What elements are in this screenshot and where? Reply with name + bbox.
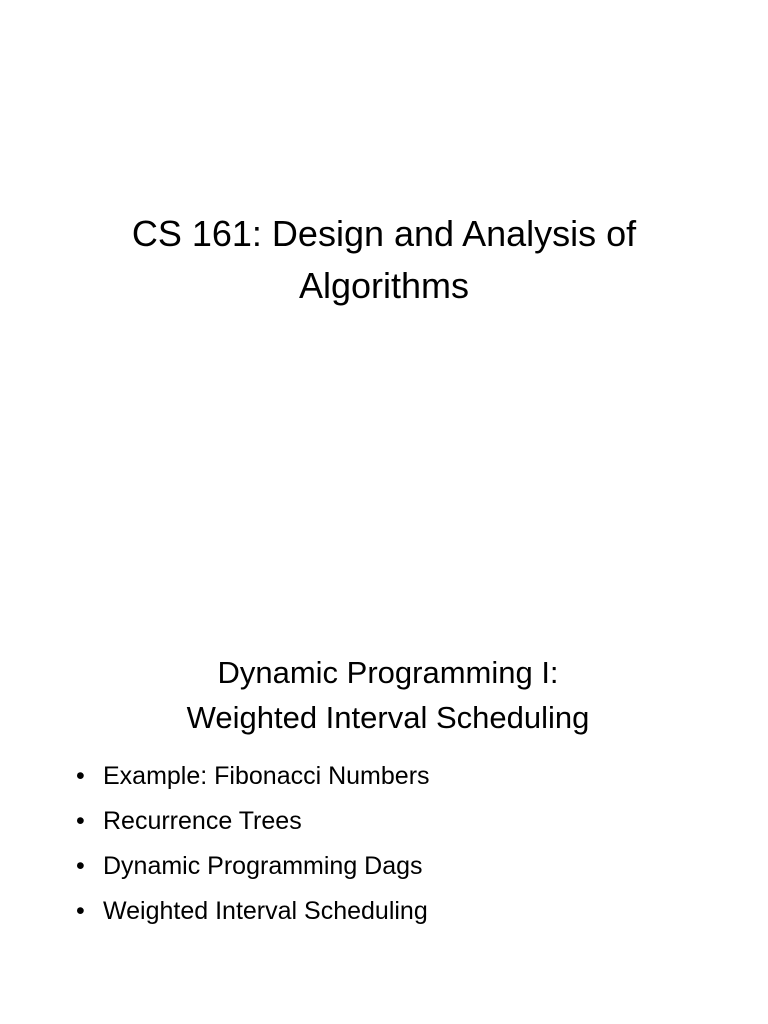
- topic-label: Dynamic Programming Dags: [103, 852, 423, 880]
- bullet-icon: •: [76, 807, 85, 835]
- topic-label: Example: Fibonacci Numbers: [103, 762, 430, 790]
- section-heading: [0, 650, 768, 740]
- topic-list: [76, 756, 430, 936]
- section-heading-line-1: Dynamic Programming I:: [217, 655, 559, 690]
- slide-title-line-1: CS 161: Design and Analysis of: [131, 213, 637, 254]
- slide-title-line-2: Algorithms: [298, 265, 470, 306]
- bullet-icon: •: [76, 897, 85, 925]
- section-heading-line-2: Weighted Interval Scheduling: [186, 700, 590, 735]
- topic-label: Recurrence Trees: [103, 807, 302, 835]
- topic-list-item: [76, 801, 430, 846]
- slide-title: [0, 208, 768, 312]
- topic-list-item: [76, 846, 430, 891]
- bullet-icon: •: [76, 762, 85, 790]
- topic-label: Weighted Interval Scheduling: [103, 897, 428, 925]
- topic-list-item: [76, 756, 430, 801]
- topic-list-item: [76, 891, 430, 936]
- bullet-icon: •: [76, 852, 85, 880]
